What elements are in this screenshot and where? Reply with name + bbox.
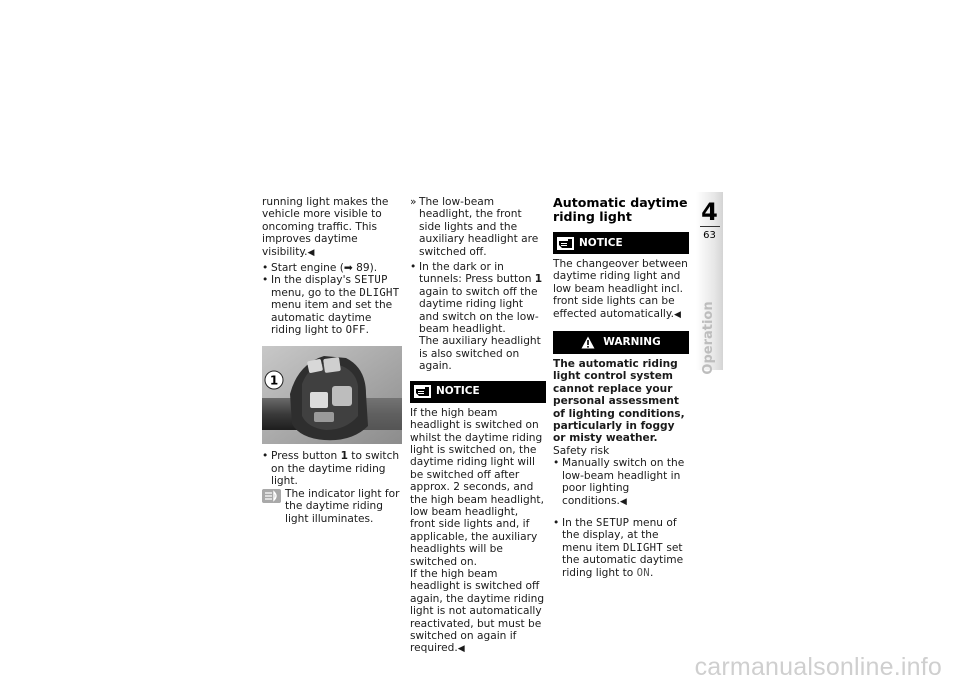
notice-label: NOTICE bbox=[436, 385, 480, 398]
page-number: 63 bbox=[703, 230, 716, 241]
handlebar-switch-photo bbox=[262, 346, 402, 444]
step-start-engine: • Start engine (➡ 89). bbox=[262, 262, 402, 274]
auxiliary-note: The auxiliary headlight is also switched on again. bbox=[419, 335, 541, 373]
step-tunnel: • In the dark or in tunnels: Press button 1 again to switch off the daytime riding light and switch on the low-beam headlight. bbox=[410, 261, 546, 335]
watermark: carmanualsonline.info bbox=[694, 652, 942, 681]
column-right bbox=[553, 196, 689, 579]
daytime-light-indicator-icon bbox=[262, 489, 281, 503]
warning-triangle-icon bbox=[581, 336, 595, 349]
setting-value-on: ON bbox=[636, 566, 650, 579]
section-heading: Automatic daytime riding light bbox=[553, 195, 688, 224]
warning-label: WARNING bbox=[603, 336, 661, 349]
notice-text-2: If the high beam headlight is switched off again, the daytime riding light is not automatically reactivated, but must be switched on again if required.◀ bbox=[410, 567, 545, 655]
bullet-manual-lowbeam: • Manually switch on the low-beam headlight in poor lighting conditions.◀ bbox=[553, 457, 689, 508]
chapter-number: 4 bbox=[701, 198, 718, 226]
menu-name-setup: SETUP bbox=[595, 516, 630, 529]
chapter-tab bbox=[696, 192, 723, 375]
bullet-setup-on: • In the SETUP menu of the display, at the menu item DLIGHT set the automatic daytime riding light to ON. bbox=[553, 517, 689, 579]
tab-divider bbox=[700, 226, 720, 227]
notice-banner bbox=[410, 381, 546, 403]
section-label: Operation bbox=[701, 301, 716, 375]
end-mark-icon: ◀ bbox=[307, 247, 315, 258]
notice-label: NOTICE bbox=[579, 236, 623, 249]
notice-text-1: If the high beam headlight is switched on whilst the daytime riding light is switched on, the daytime riding light will be switched off after approx. 2 seconds, and the high beam headlight, low beam headlight, front side lights and, if applicable, the auxiliary headlights will be switched on. bbox=[410, 406, 544, 568]
pointing-hand-icon bbox=[414, 385, 431, 398]
page-ref-arrow-icon: ➡ bbox=[343, 262, 353, 275]
photo-callout-1: 1 bbox=[269, 373, 279, 388]
warning-text: The automatic riding light control system cannot replace your personal assessment of lighting conditions, particularly in foggy or misty weather. bbox=[553, 358, 685, 445]
notice-banner bbox=[553, 232, 689, 254]
safety-risk: Safety risk bbox=[553, 444, 610, 457]
warning-banner bbox=[553, 331, 689, 354]
end-mark-icon: ◀ bbox=[457, 644, 465, 655]
intro-paragraph: running light makes the vehicle more visible to oncoming traffic. This improves daytime visibility.◀ bbox=[262, 196, 389, 258]
menu-item-dlight: DLIGHT bbox=[622, 541, 664, 554]
pointing-hand-icon bbox=[557, 237, 574, 250]
setting-value-off: OFF bbox=[345, 324, 366, 337]
indicator-note: The indicator light for the daytime riding light illuminates. bbox=[262, 488, 402, 525]
menu-name-setup: SETUP bbox=[354, 274, 388, 287]
end-mark-icon: ◀ bbox=[619, 496, 627, 507]
step-press-button: • Press button 1 to switch on the daytime riding light. bbox=[262, 450, 402, 487]
step-setup-menu: • In the display's SETUP menu, go to the DLIGHT menu item and set the automatic daytime riding light to OFF. bbox=[262, 274, 402, 336]
menu-item-dlight: DLIGHT bbox=[359, 286, 400, 299]
result-lights-off: » The low-beam headlight, the front side lights and the auxiliary headlight are switched off. bbox=[410, 196, 546, 258]
end-mark-icon: ◀ bbox=[674, 309, 681, 320]
column-middle bbox=[410, 196, 546, 656]
column-left bbox=[262, 196, 402, 525]
notice-text: The changeover between daytime riding light and low beam headlight incl. front side lights can be effected automatically.◀ bbox=[553, 258, 688, 320]
